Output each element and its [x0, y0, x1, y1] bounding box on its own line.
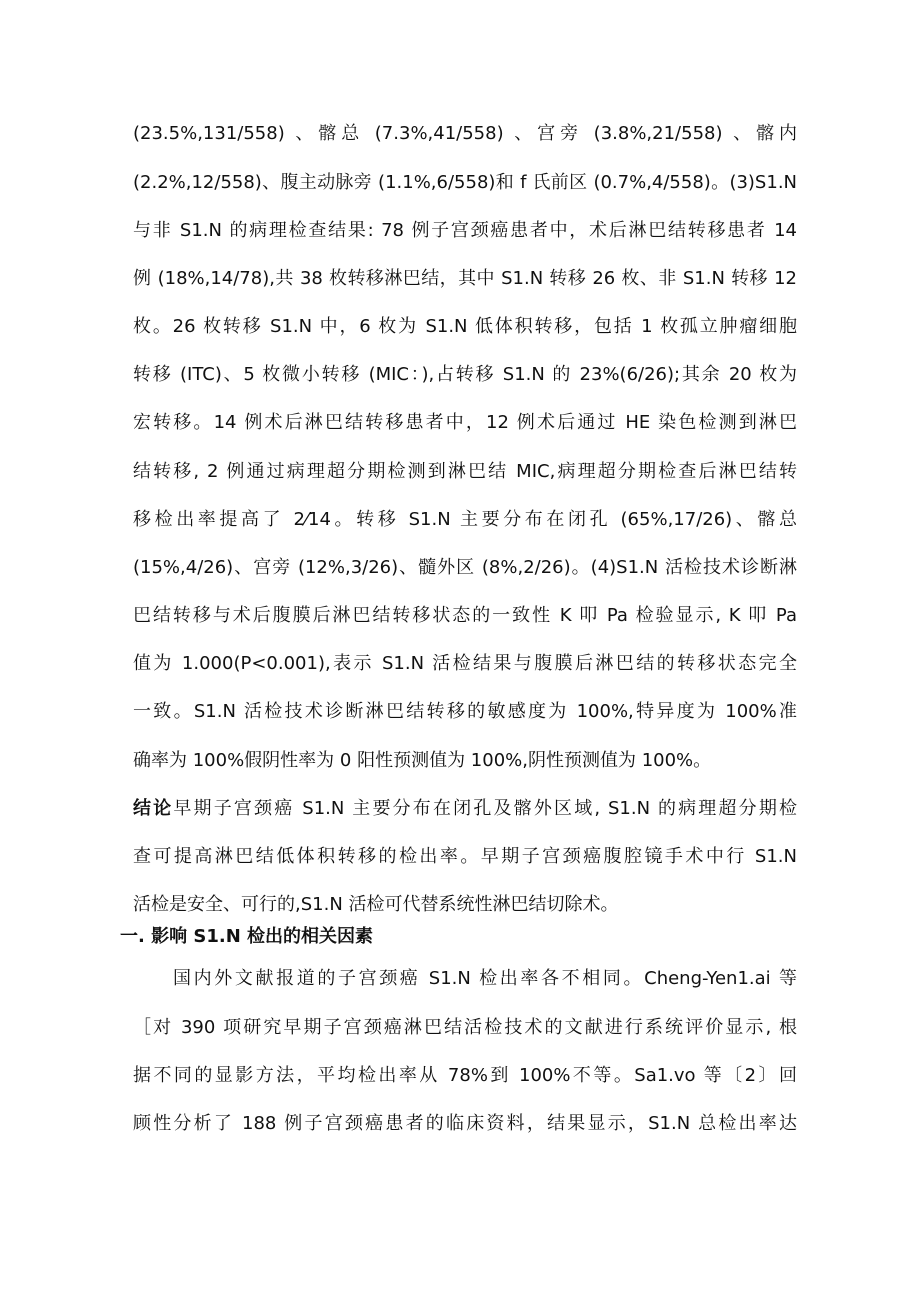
conclusion-line-3: 活检是安全、可行的,S1.N 活检可代替系统性淋巴结切除术。: [133, 894, 619, 915]
results-line-7: 宏转移。14 例术后淋巴结转移患者中，12 例术后通过 HE 染色检测到淋巴: [133, 412, 797, 433]
results-line-14: 确率为 100%假阴性率为 0 阳性预测值为 100%,阴性预测值为 100%。: [133, 750, 712, 771]
results-line-8: 结转移, 2 例通过病理超分期检测到淋巴结 MIC,病理超分期检查后淋巴结转: [133, 461, 797, 482]
results-line-5: 枚。26 枚转移 S1.N 中，6 枚为 S1.N 低体积转移，包括 1 枚孤立肿瘤细胞: [133, 316, 797, 337]
factors-line-4: 顾性分析了 188 例子宫颈癌患者的临床资料，结果显示，S1.N 总检出率达: [133, 1113, 797, 1134]
results-line-13: 一致。S1.N 活检技术诊断淋巴结转移的敏感度为 100%,特异度为 100%准: [133, 701, 797, 722]
results-line-6: 转移 (ITC)、5 枚微小转移 (MIC：),占转移 S1.N 的 23%(6/26);其余 20 枚为: [133, 364, 797, 385]
results-line-1: (23.5%,131/558) 、髂总 (7.3%,41/558) 、宫旁 (3.8%,21/558) 、髂内: [133, 123, 797, 144]
results-line-10: (15%,4/26)、宫旁 (12%,3/26)、髓外区 (8%,2/26)。(4)S1.N 活检技术诊断淋: [133, 557, 797, 578]
conclusion-line-1: [133, 796, 797, 822]
factors-line-1: 国内外文献报道的子宫颈癌 S1.N 检出率各不相同。Cheng-Yen1.ai 等: [173, 968, 797, 989]
conclusion-label: 结论: [133, 798, 174, 819]
results-line-9: 移检出率提高了 2⁄14。转移 S1.N 主要分布在闭孔 (65%,17/26)、髂总: [133, 509, 797, 530]
results-line-4: 例 (18%,14/78),共 38 枚转移淋巴结，其中 S1.N 转移 26 枚、非 S1.N 转移 12: [133, 268, 797, 289]
results-line-12: 值为 1.000(P<0.001),表示 S1.N 活检结果与腹膜后淋巴结的转移状态完全: [133, 653, 797, 674]
conclusion-line-2: 查可提高淋巴结低体积转移的检出率。早期子宫颈癌腹腔镜手术中行 S1.N: [133, 846, 797, 867]
factors-line-2: ［对 390 项研究早期子宫颈癌淋巴结活检技术的文献进行系统评价显示, 根: [133, 1017, 797, 1038]
results-line-11: 巴结转移与术后腹膜后淋巴结转移状态的一致性 K 叩 Pa 检验显示, K 叩 Pa: [133, 605, 797, 626]
results-line-2: (2.2%,12/558)、腹主动脉旁 (1.1%,6/558)和 f 氏前区 (0.7%,4/558)。(3)S1.N: [133, 172, 797, 193]
factors-line-3: 据不同的显影方法，平均检出率从 78%到 100%不等。Sa1.vo 等〔2〕回: [133, 1065, 797, 1086]
conclusion-text-1: 早期子宫颈癌 S1.N 主要分布在闭孔及髂外区域, S1.N 的病理超分期检: [173, 798, 797, 819]
section-heading: 一. 影响 S1.N 检出的相关因素: [120, 926, 374, 947]
results-line-3: 与非 S1.N 的病理检查结果: 78 例子宫颈癌患者中，术后淋巴结转移患者 14: [133, 220, 797, 241]
